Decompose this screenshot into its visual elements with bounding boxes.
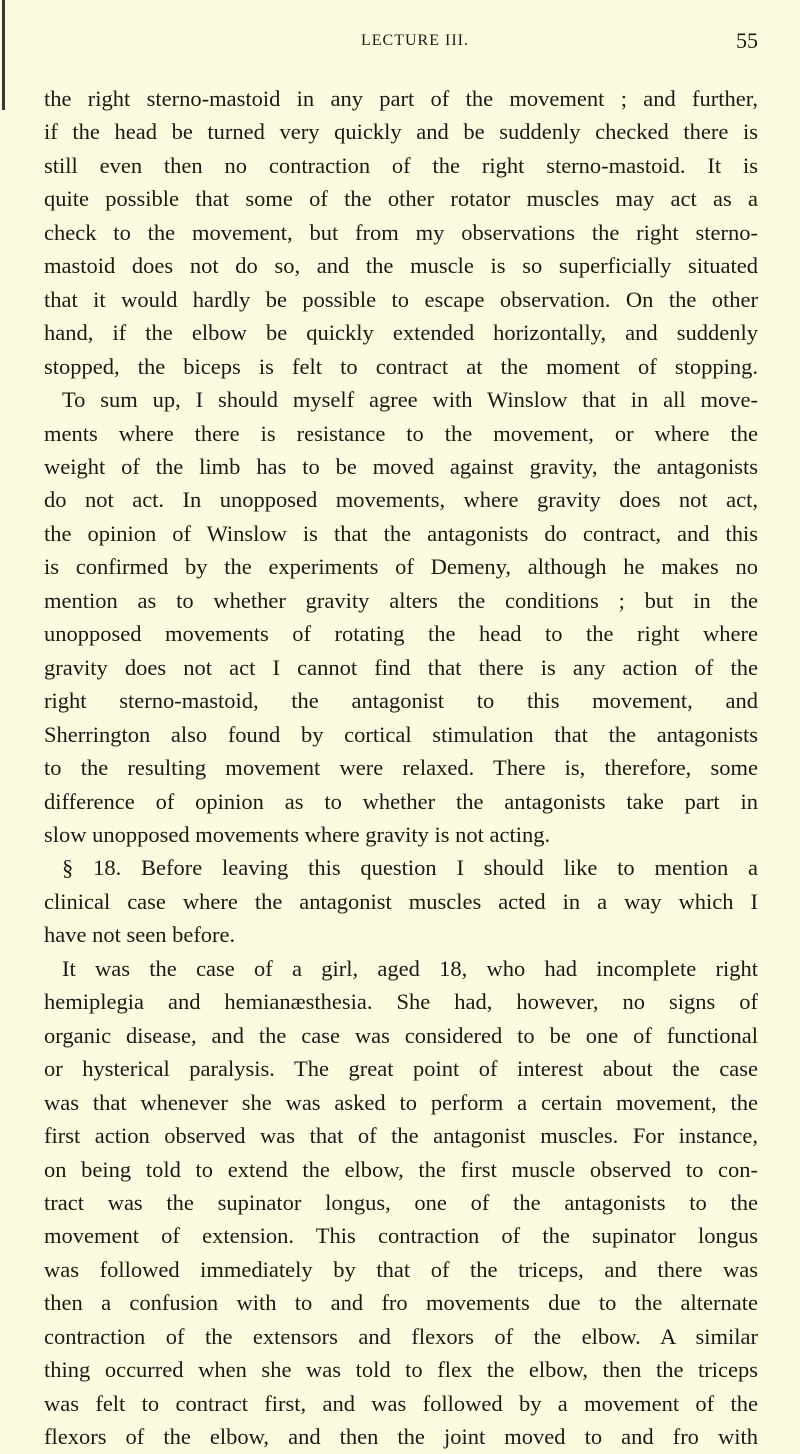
text-line: that it would hardly be possible to escape observation. On the other <box>44 286 758 312</box>
text-line: was followed immediately by that of the triceps, and there was <box>44 1256 758 1282</box>
text-line: still even then no contraction of the right sterno-mastoid. It is <box>44 152 758 178</box>
text-line: right sterno-mastoid, the antagonist to this movement, and <box>44 688 758 714</box>
text-line: § 18. Before leaving this question I should like to mention a <box>62 855 758 881</box>
text-line: have not seen before. <box>44 922 236 948</box>
text-line: gravity does not act I cannot find that there is any action of the <box>44 654 758 680</box>
text-line: flexors of the elbow, and then the joint moved to and fro with <box>44 1424 758 1450</box>
text-line: Sherrington also found by cortical stimulation that the antagonists <box>44 721 758 747</box>
text-line: stopped, the biceps is felt to contract at the moment of stopping. <box>44 353 758 379</box>
text-line: was that whenever she was asked to perform a certain movement, the <box>44 1089 758 1115</box>
text-line: clinical case where the antagonist muscles acted in a way which I <box>44 888 758 914</box>
page-header <box>0 28 800 54</box>
text-line: thing occurred when she was told to flex the elbow, then the triceps <box>44 1357 758 1383</box>
text-line: unopposed movements of rotating the head to the right where <box>44 621 758 647</box>
text-line: to the resulting movement were relaxed. There is, therefore, some <box>44 755 758 781</box>
text-line: weight of the limb has to be moved against gravity, the antagonists <box>44 453 758 479</box>
text-line: difference of opinion as to whether the antagonists take part in <box>44 788 758 814</box>
text-line: mention as to whether gravity alters the conditions ; but in the <box>44 587 758 613</box>
text-line: the opinion of Winslow is that the antagonists do contract, and this <box>44 520 758 546</box>
text-line: if the head be turned very quickly and be suddenly checked there is <box>44 119 758 145</box>
text-line: It was the case of a girl, aged 18, who had incomplete right <box>62 955 758 981</box>
text-line: ments where there is resistance to the movement, or where the <box>44 420 758 446</box>
text-line: was felt to contract first, and was followed by a movement of the <box>44 1390 758 1416</box>
page-edge <box>2 0 5 110</box>
text-line: do not act. In unopposed movements, where gravity does not act, <box>44 487 758 513</box>
text-line: hemiplegia and hemianæsthesia. She had, however, no signs of <box>44 989 758 1015</box>
text-line: movement of extension. This contraction of the supinator longus <box>44 1223 758 1249</box>
text-line: on being told to extend the elbow, the first muscle observed to con- <box>44 1156 758 1182</box>
text-line: contraction of the extensors and flexors of the elbow. A similar <box>44 1323 758 1349</box>
text-line: the right sterno-mastoid in any part of the movement ; and further, <box>44 86 758 111</box>
text-line: organic disease, and the case was considered to be one of functional <box>44 1022 758 1048</box>
text-line: hand, if the elbow be quickly extended horizontally, and suddenly <box>44 320 758 346</box>
text-line: To sum up, I should myself agree with Winslow that in all move- <box>62 387 758 413</box>
text-line: check to the movement, but from my observations the right sterno- <box>44 219 758 245</box>
text-line: is confirmed by the experiments of Demeny, although he makes no <box>44 554 758 580</box>
text-line: or hysterical paralysis. The great point of interest about the case <box>44 1056 758 1082</box>
text-line: then a confusion with to and fro movements due to the alternate <box>44 1290 758 1316</box>
text-line: tract was the supinator longus, one of the antagonists to the <box>44 1189 758 1215</box>
text-line: first action observed was that of the antagonist muscles. For instance, <box>44 1123 758 1149</box>
running-title: LECTURE III. <box>361 32 469 49</box>
text-line: mastoid does not do so, and the muscle is so superficially situated <box>44 253 758 279</box>
text-line: slow unopposed movements where gravity is not acting. <box>44 821 551 847</box>
page-number: 55 <box>736 28 758 53</box>
text-line: quite possible that some of the other rotator muscles may act as a <box>44 186 758 212</box>
body-text <box>44 82 758 1454</box>
